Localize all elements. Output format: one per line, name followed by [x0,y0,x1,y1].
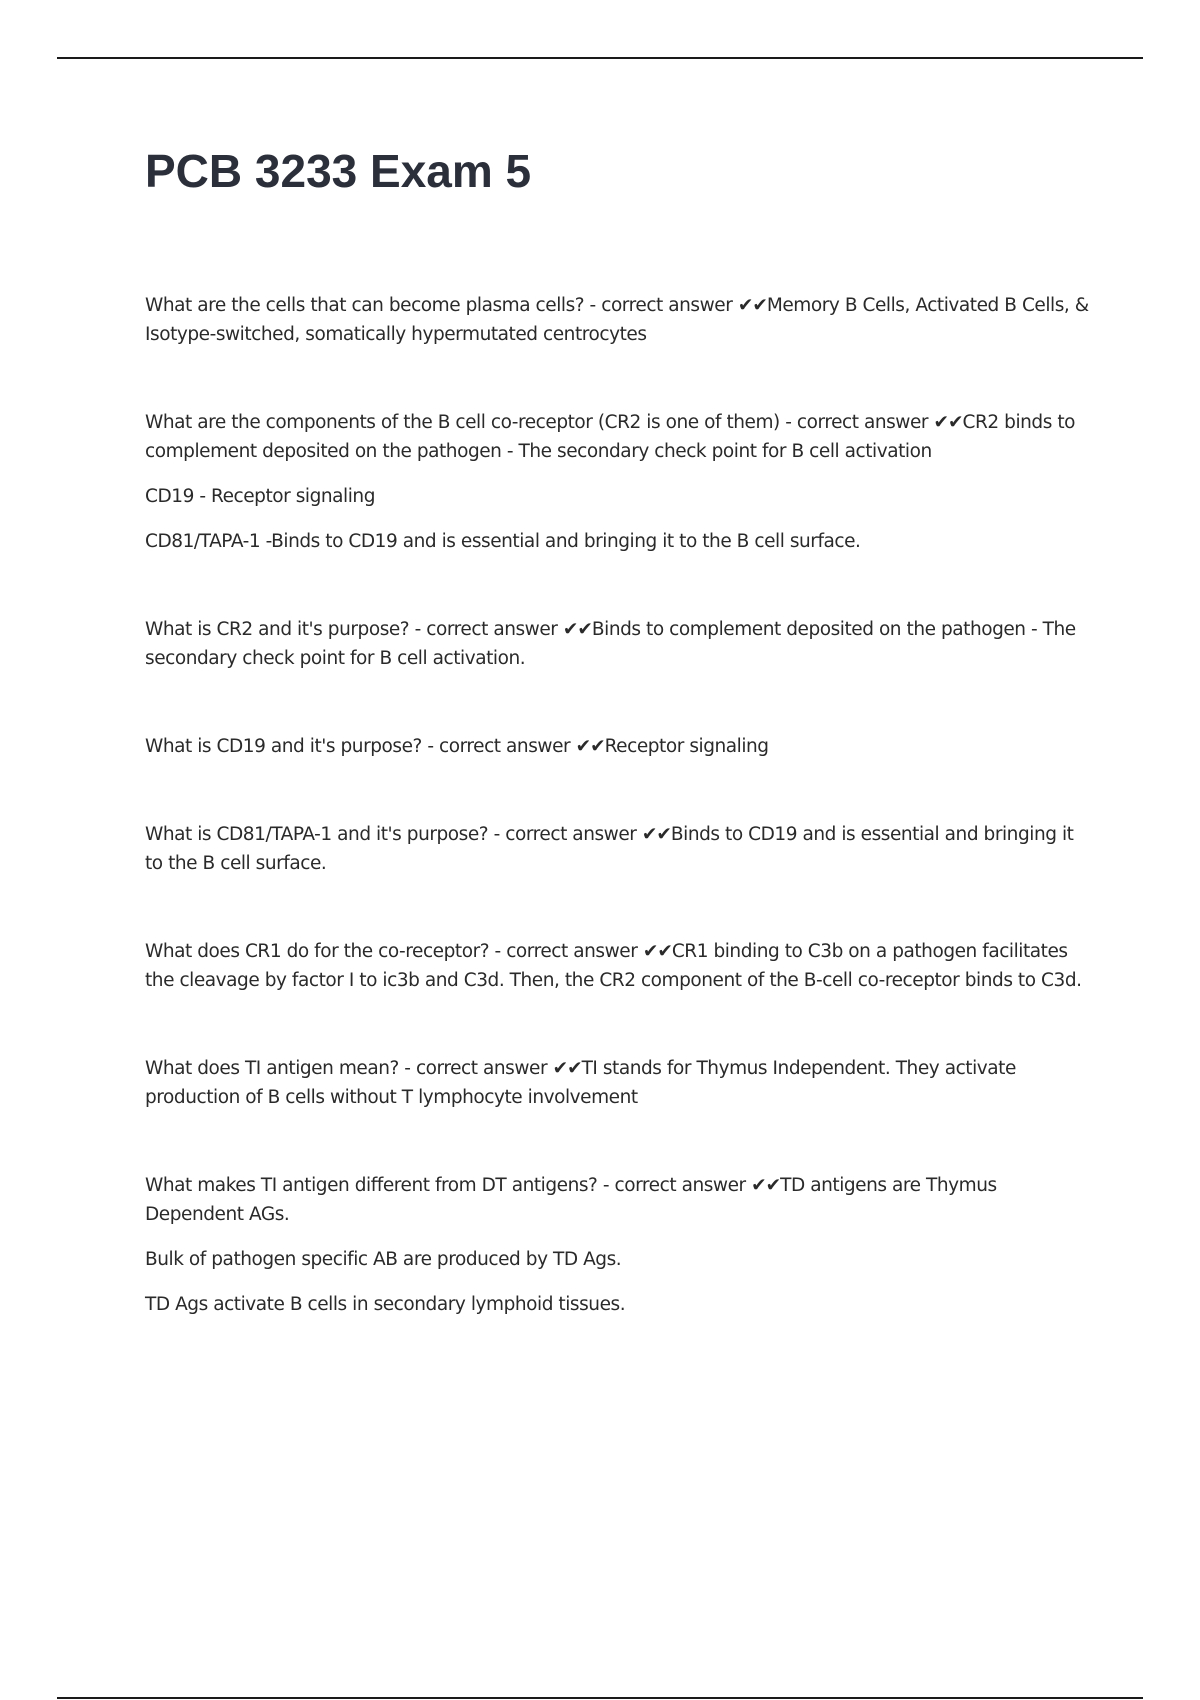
answer-text: TI stands for Thymus Independent. They activate production of B cells without T lymphocyte involvement [145,1058,1016,1108]
answer-extra-line: CD19 - Receptor signaling [145,486,375,507]
qa-item [145,615,1095,673]
question-text: What is CD81/TAPA-1 and it's purpose? - correct answer [145,824,637,845]
question-text: What makes TI antigen different from DT antigens? - correct answer [145,1175,746,1196]
qa-paragraph [145,820,1095,878]
qa-paragraph [145,408,1095,466]
qa-paragraph [145,732,1095,761]
top-rule [57,57,1143,59]
answer-text: CR1 binding to C3b on a pathogen facilitates the cleavage by factor I to ic3b and C3d. Then, the CR2 component of the B-cell co-receptor binds to C3d. [145,941,1082,991]
answer-extra-line: Bulk of pathogen specific AB are produced by TD Ags. [145,1249,622,1270]
qa-paragraph [145,615,1095,673]
qa-item [145,820,1095,878]
qa-item [145,937,1095,995]
answer-text: Receptor signaling [604,736,769,757]
checkmark-icon: ✔✔ [552,1058,582,1079]
bottom-rule [57,1697,1143,1699]
qa-item [145,1171,1095,1319]
qa-item [145,1054,1095,1112]
qa-paragraph [145,937,1095,995]
checkmark-icon: ✔✔ [642,941,672,962]
qa-item [145,732,1095,761]
answer-text: CR2 binds to complement deposited on the pathogen - The secondary check point for B cell activation [145,412,1075,462]
checkmark-icon: ✔✔ [562,619,592,640]
answer-text: Binds to complement deposited on the pathogen - The secondary check point for B cell activation. [145,619,1076,669]
question-text: What are the components of the B cell co-receptor (CR2 is one of them) - correct answer [145,412,929,433]
answer-extra-line: TD Ags activate B cells in secondary lymphoid tissues. [145,1294,626,1315]
qa-item [145,408,1095,556]
checkmark-icon: ✔✔ [737,295,767,316]
checkmark-icon: ✔✔ [933,412,963,433]
answer-text: Memory B Cells, Activated B Cells, & Isotype-switched, somatically hypermutated centrocytes [145,295,1089,345]
checkmark-icon: ✔✔ [575,736,605,757]
page-title: PCB 3233 Exam 5 [145,145,532,197]
question-text: What is CD19 and it's purpose? - correct answer [145,736,571,757]
qa-paragraph [145,291,1095,349]
qa-item [145,291,1095,349]
qa-paragraph [145,1054,1095,1112]
question-text: What does TI antigen mean? - correct answer [145,1058,548,1079]
question-text: What does CR1 do for the co-receptor? - correct answer [145,941,638,962]
qa-paragraph [145,1171,1095,1229]
checkmark-icon: ✔✔ [751,1175,781,1196]
answer-extra-line: CD81/TAPA-1 -Binds to CD19 and is essential and bringing it to the B cell surface. [145,531,861,552]
question-text: What is CR2 and it's purpose? - correct answer [145,619,558,640]
question-text: What are the cells that can become plasma cells? - correct answer [145,295,733,316]
checkmark-icon: ✔✔ [641,824,671,845]
qa-list [145,291,1095,1378]
answer-text: TD antigens are Thymus Dependent AGs. [145,1175,997,1225]
answer-text: Binds to CD19 and is essential and bringing it to the B cell surface. [145,824,1074,874]
